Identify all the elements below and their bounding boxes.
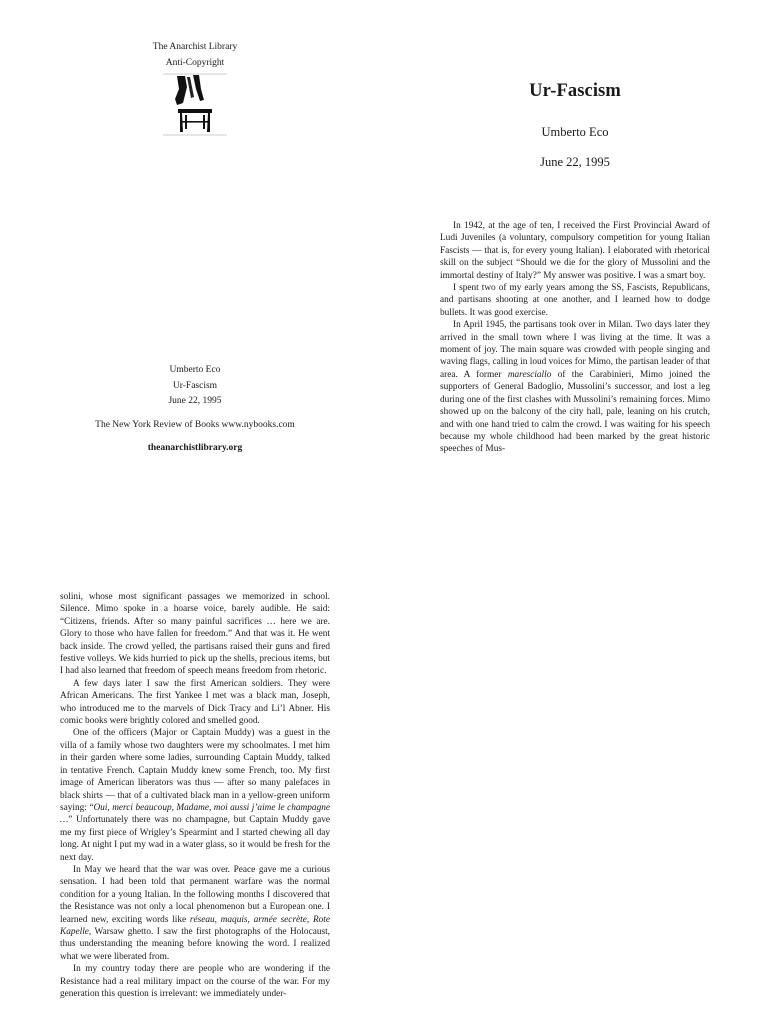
colophon-block bbox=[60, 40, 330, 457]
body-text-page-1 bbox=[440, 220, 710, 470]
colophon-date: June 22, 1995 bbox=[168, 396, 222, 406]
paragraph: In 1942, at the age of ten, I received the First Provincial Award of Ludi Juveniles (a voluntary, compulsory competition for young Italian Fascists — that is, for every young Italian). I elaborated with rhetorical skill on the subject “Should we die for the glory of Mussolini and the immortal destiny of Italy?” My answer was positive. I was a smart boy. bbox=[440, 221, 710, 281]
library-name: The Anarchist Library bbox=[152, 42, 238, 52]
paragraph-text: ” Unfortunately there was no champagne, but Captain Muddy gave me my first piece of Wrigley’s Spearmint and I started chewing all day long. At night I put my wad in a water glass, so it would be fresh for the next day. bbox=[60, 815, 330, 863]
document-title: Ur-Fascism bbox=[529, 81, 621, 101]
paragraph: I spent two of my early years among the SS, Fascists, Republicans, and partisans shooting at one another, and I learned how to dodge bullets. It was good exercise. bbox=[440, 283, 710, 318]
paragraph-text: In May we heard that the war was over. Peace gave me a curious sensation. I had been told that permanent warfare was the normal condition for a young Italian. In the following months I discovered that the Resistance was not only a local phenomenon but a European one. I learned new, exciting words like bbox=[60, 864, 330, 925]
colophon-title: Ur-Fascism bbox=[172, 380, 218, 391]
paragraph bbox=[60, 727, 330, 863]
paragraph-text: of the Carabinieri, Mimo joined the supporters of General Badoglio, Mussolini’s successor, and lost a leg during one of the first clashes with Mussolini’s remaining forces. Mimo showed up on the balcony of the city hall, pale, leaning on his crutch, and with one hand tried to calm the crowd. I was waiting for his speech because my whole childhood had been marked by the great historic speeches of Mus- bbox=[440, 369, 710, 455]
paragraph: solini, whose most significant passages we memorized in school. Silence. Mimo spoke in a hoarse voice, barely audible. He said: “Citizens, friends. After so many painful sacrifices … here we are. Glory to those who have fallen for freedom.” And that was it. He went back inside. The crowd yelled, the partisans raised their guns and fired festive volleys. We kids hurried to pick up the shells, precious items, but I had also learned that freedom of speech means freedom from rhetoric. bbox=[60, 592, 330, 677]
paragraph: In my country today there are people who are wondering if the Resistance had a real military impact on the course of the war. For my generation this question is irrelevant: we immediately under- bbox=[60, 964, 330, 999]
document-date: June 22, 1995 bbox=[540, 155, 610, 169]
paragraph: A few days later I saw the first American soldiers. They were African Americans. The first Yankee I met was a black man, Joseph, who introduced me to the marvels of Dick Tracy and Li’l Abner. His comic books were brightly colored and smelled good. bbox=[60, 678, 330, 727]
italic-terms: réseau, maquis, armée secrète, Rote Kapelle, bbox=[60, 914, 330, 937]
title-page bbox=[440, 78, 710, 171]
anarchist-library-stool-logo-icon bbox=[163, 73, 227, 139]
colophon-source: The New York Review of Books www.nybooks.com bbox=[95, 419, 295, 430]
body-text-page-2 bbox=[60, 591, 330, 1024]
italic-term: maresciallo bbox=[507, 369, 552, 380]
italic-quote: Oui, merci beaucoup, Madame, moi aussi j’aime le champagne … bbox=[60, 802, 330, 826]
paragraph bbox=[60, 864, 330, 963]
paragraph bbox=[440, 319, 710, 455]
colophon-site: theanarchistlibrary.org bbox=[147, 443, 243, 453]
paragraph-text: Warsaw ghetto. I saw the first photographs of the Holocaust, thus understanding the meaning before knowing the word. I realized what we were liberated from. bbox=[60, 926, 330, 962]
document-author: Umberto Eco bbox=[541, 125, 609, 139]
paragraph-text: In April 1945, the partisans took over in Milan. Two days later they arrived in the small town where I was living at the time. It was a moment of joy. The main square was crowded with people singing and waving flags, calling in loud voices for Mimo, the partisan leader of that area. A former bbox=[440, 320, 710, 380]
colophon-author: Umberto Eco bbox=[169, 365, 221, 375]
paragraph-text: One of the officers (Major or Captain Muddy) was a guest in the villa of a family whose two daughters were my schoolmates. I met him in their garden where some ladies, surrounding Captain Muddy, talked in tentative French. Captain Muddy knew some French, too. My first image of American liberators was thus — after so many palefaces in black shirts — that of a cultivated black man in a yellow-green uniform saying: “ bbox=[60, 728, 330, 813]
copyright-notice: Anti-Copyright bbox=[165, 57, 225, 68]
